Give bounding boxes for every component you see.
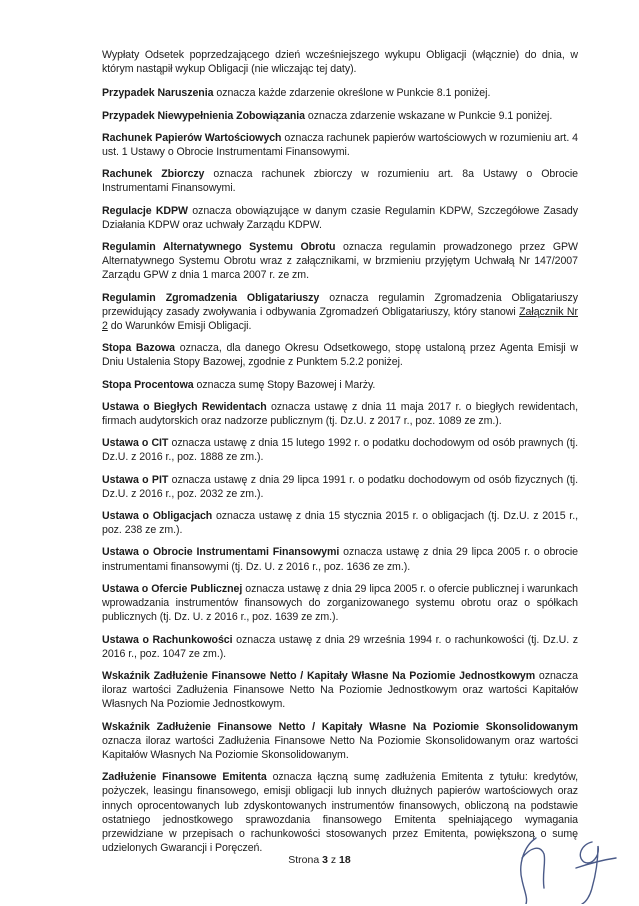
- definition-paragraph: [102, 669, 578, 712]
- definition-paragraph: [102, 378, 578, 392]
- definition-term: Ustawa o Ofercie Publicznej: [102, 582, 243, 595]
- definition-text: oznacza, dla danego Okresu Odsetkowego, stopę ustaloną przez Agenta Emisji w Dniu Ustalenia Stopy Bazowej, zgodnie z Punktem 5.2.2 poniżej.: [102, 342, 578, 369]
- definition-text: oznacza rachunek zbiorczy w rozumieniu art. 8a Ustawy o Obrocie Instrumentami Finansowymi.: [102, 168, 578, 195]
- definition-text: oznacza łączną sumę zadłużenia Emitenta z tytułu: kredytów, pożyczek, leasingu finansowego, emisji obligacji lub innych dłużnych papierów wartościowych oraz innych oprocentowanych lub zdyskontowanych instrumentów finansowych, obliczoną na podstawie ostatniego jednostkowego sprawozdania finansowego Emitenta spełniającego wymagania przewidziane w przepisach o rachunkowości stosowanych przez Emitenta, powiększoną o sumę udzielonych Gwarancji i Poręczeń.: [102, 771, 578, 855]
- definition-text: oznacza każde zdarzenie określone w Punkcie 8.1 poniżej.: [213, 87, 491, 100]
- footer-middle: z: [327, 854, 340, 866]
- definition-text-tail: do Warunków Emisji Obligacji.: [107, 320, 252, 333]
- definition-term: Wskaźnik Zadłużenie Finansowe Netto / Kapitały Własne Na Poziomie Skonsolidowanym: [102, 720, 578, 733]
- definition-paragraph: [102, 582, 578, 625]
- definition-paragraph: [102, 291, 578, 334]
- definition-paragraph: [102, 167, 578, 195]
- definition-text: oznacza ustawę z dnia 29 lipca 2005 r. o ofercie publicznej i warunkach wprowadzania instrumentów finansowych do zorganizowanego systemu obrotu oraz o spółkach publicznych (tj. Dz. U. z 2016 r., poz. 1639 ze zm.).: [102, 582, 578, 624]
- initials-left-mark: [521, 838, 545, 904]
- definition-term: Przypadek Naruszenia: [102, 87, 214, 100]
- definition-paragraph: [102, 341, 578, 369]
- definition-term: Rachunek Zbiorczy: [102, 168, 205, 181]
- definition-text: Wypłaty Odsetek poprzedzającego dzień wcześniejszego wykupu Obligacji (włącznie) do dnia, w którym nastąpił wykup Obligacji (nie wliczając tej daty).: [102, 49, 578, 76]
- definition-paragraph: [102, 400, 578, 428]
- definition-term: Wskaźnik Zadłużenie Finansowe Netto / Kapitały Własne Na Poziomie Jednostkowym: [102, 669, 536, 682]
- definition-text: oznacza zdarzenie wskazane w Punkcie 9.1 poniżej.: [305, 109, 553, 122]
- definition-paragraph: [102, 48, 578, 76]
- definition-text: oznacza sumę Stopy Bazowej i Marży.: [193, 378, 376, 391]
- initials-right-mark: [576, 842, 616, 904]
- definition-paragraph: [102, 240, 578, 283]
- definition-paragraph: [102, 86, 578, 100]
- definition-paragraph: [102, 131, 578, 159]
- definition-term: Przypadek Niewypełnienia Zobowiązania: [102, 109, 306, 122]
- definition-term: Ustawa o Obligacjach: [102, 510, 213, 523]
- definition-paragraph: [102, 545, 578, 573]
- definition-text: oznacza obowiązujące w danym czasie Regulamin KDPW, Szczegółowe Zasady Działania KDPW oraz uchwały Zarządu KDPW.: [102, 204, 579, 231]
- annex-reference: Załącznik Nr 2: [102, 305, 578, 333]
- definition-term: Ustawa o Obrocie Instrumentami Finansowymi: [102, 546, 340, 559]
- definition-text: oznacza ustawę z dnia 29 lipca 2005 r. o obrocie instrumentami finansowymi (tj. Dz. U. z 2016 r., poz. 1636 ze zm.).: [102, 546, 578, 573]
- definition-text: oznacza regulamin prowadzonego przez GPW Alternatywnego Systemu Obrotu wraz z załącznikami, w brzmieniu przyjętym Uchwałą Nr 147/2007 Zarządu GPW z dnia 1 marca 2007 r. ze zm.: [102, 241, 578, 282]
- definition-text: oznacza regulamin Zgromadzenia Obligatariuszy przewidujący zasady zwoływania i odbywania Zgromadzeń Obligatariuszy, który stanowi: [102, 291, 578, 318]
- definition-term: Ustawa o CIT: [102, 437, 169, 450]
- definition-text: oznacza ustawę z dnia 29 lipca 1991 r. o podatku dochodowym od osób fizycznych (tj. Dz.U. z 2016 r., poz. 2032 ze zm.).: [102, 473, 578, 500]
- definition-text: oznacza ustawę z dnia 29 września 1994 r. o rachunkowości (tj. Dz.U. z 2016 r., poz. 1047 ze zm.).: [102, 633, 579, 660]
- definition-term: Rachunek Papierów Wartościowych: [102, 131, 282, 144]
- definition-paragraph: [102, 720, 578, 763]
- definition-text: oznacza ustawę z dnia 15 lutego 1992 r. o podatku dochodowym od osób prawnych (tj. Dz.U. z 2016 r., poz. 1888 ze zm.).: [102, 437, 578, 464]
- definition-term: Ustawa o Rachunkowości: [102, 633, 233, 646]
- handwritten-initials: [506, 818, 636, 904]
- definition-paragraph: [102, 473, 578, 501]
- definition-paragraph: [102, 109, 578, 123]
- definition-paragraph: [102, 204, 578, 232]
- definition-paragraph: [102, 633, 578, 661]
- definitions-list: [102, 48, 578, 863]
- definition-paragraph: [102, 436, 578, 464]
- definition-paragraph: [102, 509, 578, 537]
- footer-page-number: 3: [322, 854, 328, 866]
- definition-text: oznacza iloraz wartości Zadłużenia Finansowe Netto Na Poziomie Jednostkowym oraz wartości Kapitałów Własnych Na Poziomie Jednostkowym.: [102, 669, 578, 711]
- definition-text: oznacza iloraz wartości Zadłużenia Finansowe Netto Na Poziomie Skonsolidowanym oraz wartości Kapitałów Własnych Na Poziomie Skonsolidowanym.: [102, 734, 578, 761]
- footer-total-pages: 18: [339, 854, 351, 866]
- definition-term: Stopa Procentowa: [102, 378, 194, 391]
- definition-text: oznacza ustawę z dnia 15 stycznia 2015 r. o obligacjach (tj. Dz.U. z 2015 r., poz. 238 ze zm.).: [102, 510, 578, 537]
- footer-prefix: Strona: [288, 854, 323, 866]
- definition-term: Stopa Bazowa: [102, 342, 176, 355]
- definition-term: Ustawa o Biegłych Rewidentach: [102, 400, 267, 413]
- definition-term: Zadłużenie Finansowe Emitenta: [102, 771, 267, 784]
- definition-text: oznacza rachunek papierów wartościowych w rozumieniu art. 4 ust. 1 Ustawy o Obrocie Instrumentami Finansowymi.: [102, 131, 578, 159]
- definition-term: Regulacje KDPW: [102, 204, 188, 217]
- definition-term: Regulamin Zgromadzenia Obligatariuszy: [102, 291, 320, 304]
- definition-text: oznacza ustawę z dnia 11 maja 2017 r. o biegłych rewidentach, firmach audytorskich oraz nadzorze publicznym (tj. Dz.U. z 2017 r., poz. 1089 ze zm.).: [102, 400, 578, 428]
- definition-term: Regulamin Alternatywnego Systemu Obrotu: [102, 241, 336, 254]
- definition-term: Ustawa o PIT: [102, 473, 169, 486]
